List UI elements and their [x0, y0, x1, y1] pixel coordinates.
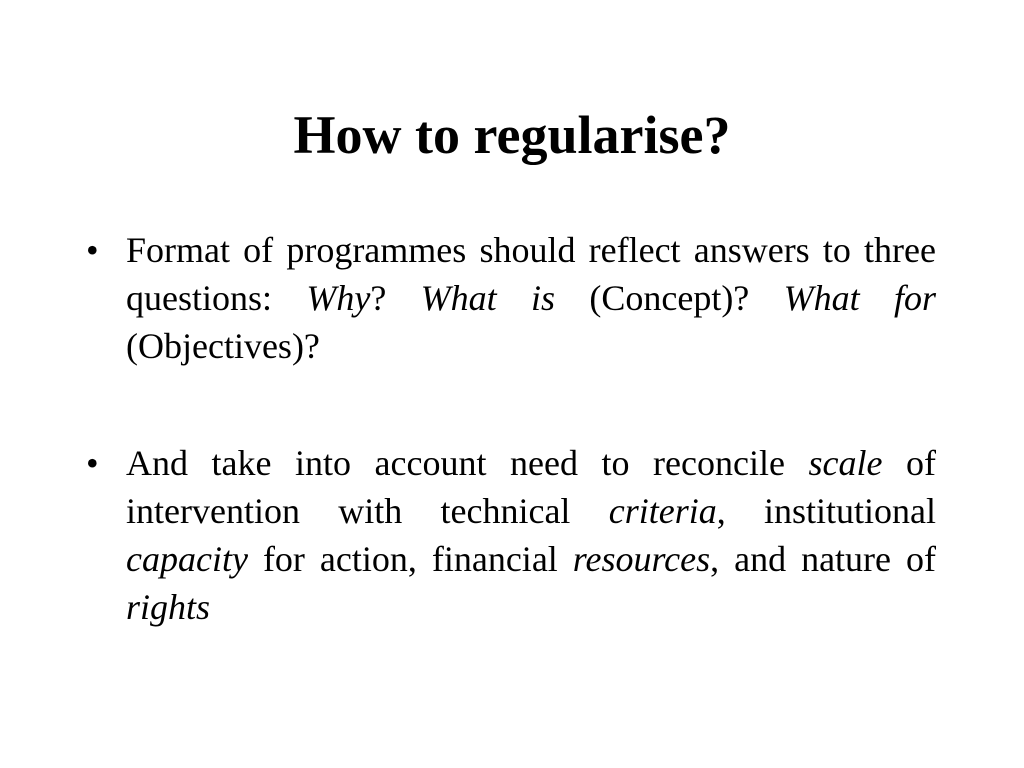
bullet-item-programme-format	[82, 226, 936, 370]
bullet-text-segment: , institutional	[716, 491, 936, 531]
bullet-text-segment: (Concept)?	[555, 278, 784, 318]
bullet-list	[82, 226, 936, 631]
bullet-text-emphasis: Why	[306, 278, 371, 318]
bullet-item-reconcile-scale	[82, 439, 936, 631]
bullet-text-segment: , and nature of	[710, 539, 936, 579]
bullet-icon: •	[86, 443, 99, 483]
bullet-text-emphasis: What is	[420, 278, 556, 318]
bullet-text-segment: And take into account need to reconcile	[126, 443, 809, 483]
bullet-text-segment: ?	[370, 278, 421, 318]
bullet-icon: •	[86, 230, 99, 270]
bullet-text-emphasis: resources	[572, 539, 711, 579]
bullet-text-segment: (Objectives)?	[126, 326, 320, 366]
bullet-text-segment: of intervention with technical	[126, 443, 936, 531]
bullet-text-emphasis: rights	[126, 587, 211, 627]
bullet-text-emphasis: scale	[808, 443, 883, 483]
bullet-text-emphasis: capacity	[126, 539, 248, 579]
bullet-text-segment: Format of programmes should reflect answers to three questions:	[126, 230, 936, 318]
bullet-text-emphasis: criteria	[608, 491, 717, 531]
bullet-text-emphasis: What for	[783, 278, 936, 318]
slide-title: How to regularise?	[293, 105, 731, 165]
bullet-text-segment: for action, financial	[247, 539, 573, 579]
